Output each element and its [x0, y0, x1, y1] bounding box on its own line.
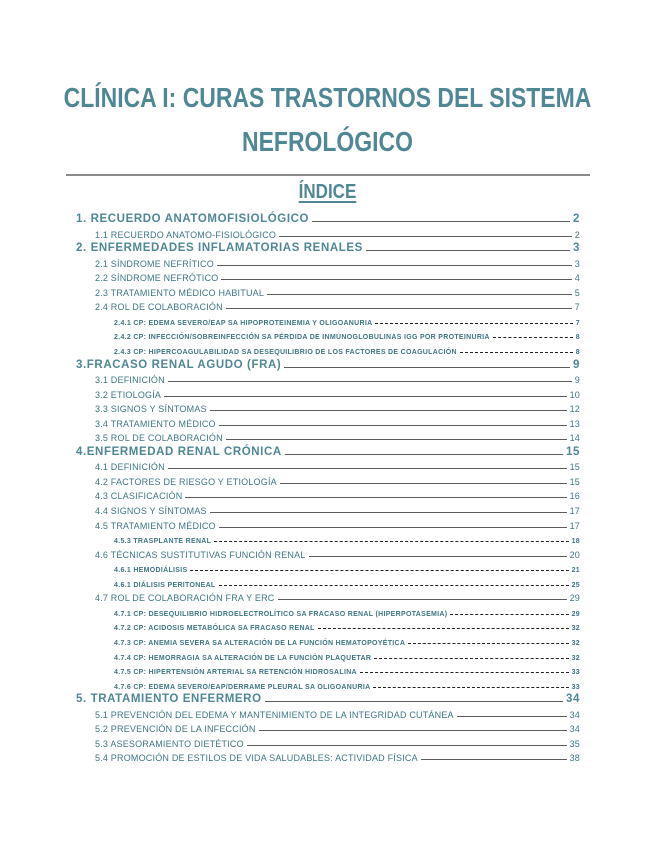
toc-entry[interactable]	[114, 663, 580, 676]
toc-entry[interactable]	[76, 692, 580, 705]
toc-leader-line	[259, 730, 567, 731]
toc-entry-label: 4.7.2 CP: ACIDOSIS METABÓLICA SA FRACASO RENAL	[114, 625, 315, 633]
toc-entry[interactable]	[114, 576, 580, 589]
toc-entry-page-number: 8	[575, 334, 580, 342]
toc-leader-line	[279, 236, 572, 237]
toc-entry[interactable]	[114, 605, 580, 618]
toc-entry[interactable]	[95, 387, 580, 400]
toc-entry[interactable]	[95, 401, 580, 414]
toc-entry-page-number: 17	[569, 506, 580, 516]
toc-entry[interactable]	[95, 430, 580, 443]
toc-entry-page-number: 7	[575, 319, 580, 327]
toc-leader-line	[267, 294, 572, 295]
toc-leader-line	[164, 396, 566, 397]
toc-leader-line	[210, 410, 567, 411]
toc-entry-label: 2.4 ROL DE COLABORACIÓN	[95, 302, 223, 313]
toc-entry-page-number: 3	[574, 258, 580, 269]
toc-entry-label: 5. TRATAMIENTO ENFERMERO	[76, 693, 262, 706]
toc-leader-line	[219, 527, 567, 528]
toc-entry-label: 2.4.1 CP: EDEMA SEVERO/EAP SA HIPOPROTEINEMIA Y OLIGOANURIA	[114, 319, 373, 327]
toc-entry[interactable]	[95, 707, 580, 720]
toc-leader-line	[450, 614, 568, 615]
toc-entry-page-number: 15	[566, 445, 580, 458]
toc-entry-page-number: 20	[569, 549, 580, 560]
toc-entry-page-number: 15	[569, 476, 580, 487]
toc-leader-line	[190, 570, 568, 571]
toc-entry-page-number: 4	[574, 273, 580, 284]
toc-entry-label: 4.4 SIGNOS Y SÍNTOMAS	[95, 506, 207, 516]
toc-leader-line	[217, 265, 572, 266]
toc-entry[interactable]	[114, 678, 580, 691]
toc-entry-page-number: 32	[571, 639, 580, 647]
toc-leader-line	[168, 468, 567, 469]
toc-entry-label: 4.7.4 CP: HEMORRAGIA SA ALTERACIÓN DE LA FUNCIÓN PLAQUETAR	[114, 654, 372, 662]
toc-leader-line	[285, 454, 563, 455]
toc-entry-page-number: 33	[571, 669, 580, 677]
toc-entry-label: 5.4 PROMOCIÓN DE ESTILOS DE VIDA SALUDABLES: ACTIVIDAD FÍSICA	[95, 753, 418, 764]
toc-entry[interactable]	[76, 445, 580, 458]
toc-leader-line	[421, 759, 567, 760]
toc-entry[interactable]	[114, 634, 580, 647]
toc-entry-label: 4.7.5 CP: HIPERTENSIÓN ARTERIAL SA RETENCIÓN HIDROSALINA	[114, 669, 357, 677]
toc-leader-line	[219, 585, 569, 586]
toc-entry-page-number: 13	[569, 418, 580, 429]
toc-entry-label: 4.2 FACTORES DE RIESGO Y ETIOLOGÍA	[95, 476, 277, 487]
toc-entry-label: 4.ENFERMEDAD RENAL CRÓNICA	[76, 445, 282, 458]
toc-entry[interactable]	[95, 474, 580, 487]
toc-entry-label: 4.7.1 CP: DESEQUILIBRIO HIDROELECTROLÍTICO SA FRACASO RENAL (HIPERPOTASEMIA)	[114, 610, 448, 618]
toc-leader-line	[374, 658, 568, 659]
toc-entry-label: 2.4.3 CP: HIPERCOAGULABILIDAD SA DESEQUILIBRIO DE LOS FACTORES DE COAGULACIÓN	[114, 348, 457, 356]
toc-entry[interactable]	[95, 590, 580, 603]
toc-entry-page-number: 18	[571, 538, 580, 546]
toc-leader-line	[247, 745, 567, 746]
toc-entry-label: 1. RECUERDO ANATOMOFISIOLÓGICO	[76, 213, 310, 225]
toc-leader-line	[309, 556, 567, 557]
toc-entry-page-number: 29	[569, 593, 580, 604]
toc-entry-label: 4.3 CLASIFICACIÓN	[95, 491, 183, 502]
title-line-1: CLÍNICA I: CURAS TRASTORNOS DEL SISTEMA	[63, 82, 592, 113]
toc-entry[interactable]	[114, 343, 580, 356]
toc-leader-line	[226, 439, 567, 440]
toc-leader-line	[280, 483, 567, 484]
toc-leader-line	[265, 701, 563, 702]
toc-entry-page-number: 3	[573, 242, 580, 255]
toc-leader-line	[408, 643, 568, 644]
index-heading	[49, 178, 606, 206]
toc-entry-label: 4.6 TÉCNICAS SUSTITUTIVAS FUNCIÓN RENAL	[95, 549, 306, 560]
toc-entry-page-number: 34	[569, 709, 580, 720]
toc-entry[interactable]	[76, 358, 580, 371]
toc-entry[interactable]	[95, 736, 580, 749]
toc-entry-label: 4.1 DEFINICIÓN	[95, 462, 165, 473]
toc-leader-line	[318, 628, 569, 629]
toc-entry-page-number: 33	[571, 683, 580, 691]
toc-entry-label: 4.5.3 TRASPLANTE RENAL	[114, 538, 212, 546]
toc-entry-page-number: 34	[566, 693, 580, 706]
toc-entry-page-number: 7	[574, 302, 580, 313]
toc-entry[interactable]	[114, 619, 580, 632]
toc-entry-label: 4.6.1 DIÁLISIS PERITONEAL	[114, 581, 216, 589]
toc-leader-line	[185, 497, 566, 498]
toc-entry[interactable]	[114, 561, 580, 574]
toc-entry[interactable]	[95, 256, 580, 269]
toc-entry-page-number: 2	[574, 229, 580, 240]
toc-entry-page-number: 15	[569, 462, 580, 473]
toc-entry[interactable]	[95, 270, 580, 283]
toc-entry[interactable]	[95, 488, 580, 501]
toc-entry-page-number: 17	[569, 520, 580, 531]
toc-entry-label: 3.1 DEFINICIÓN	[95, 375, 165, 386]
toc-entry-label: 3.4 TRATAMIENTO MÉDICO	[95, 418, 216, 429]
toc-entry-page-number: 21	[571, 567, 580, 575]
toc-leader-line	[460, 352, 573, 353]
toc-entry-page-number: 29	[571, 610, 580, 618]
toc-entry-label: 2.4.2 CP: INFECCIÓN/SOBREINFECCIÓN SA PÉRDIDA DE INMUNOGLOBULINAS IGG POR PROTEINURIA	[114, 334, 490, 342]
toc-leader-line	[284, 367, 570, 368]
toc-leader-line	[278, 599, 567, 600]
toc-entry[interactable]	[114, 532, 580, 545]
toc-entry-label: 3.5 ROL DE COLABORACIÓN	[95, 433, 223, 444]
toc-entry-page-number: 32	[571, 625, 580, 633]
toc-entry[interactable]	[95, 721, 580, 734]
index-heading-text: ÍNDICE	[298, 181, 357, 203]
toc-entry-label: 4.6.1 HEMODIÁLISIS	[114, 567, 188, 575]
toc-entry[interactable]	[76, 241, 580, 254]
toc-entry[interactable]	[95, 750, 580, 763]
toc-leader-line	[214, 541, 568, 542]
toc-entry[interactable]	[76, 212, 580, 225]
toc-entry-label: 4.7.6 CP: EDEMA SEVERO/EAP/DERRAME PLEURAL SA OLIGOANURIA	[114, 683, 371, 691]
toc-entry[interactable]	[114, 328, 580, 341]
toc-entry-page-number: 35	[569, 738, 580, 749]
toc-entry[interactable]	[95, 459, 580, 472]
title-divider	[66, 174, 590, 176]
toc-entry-label: 2.1 SÍNDROME NEFRÍTICO	[95, 258, 214, 269]
toc-leader-line	[226, 308, 572, 309]
toc-entry-label: 2.2 SÍNDROME NEFRÓTICO	[95, 273, 219, 284]
toc-entry-label: 3.3 SIGNOS Y SÍNTOMAS	[95, 404, 207, 415]
toc-entry-page-number: 25	[571, 581, 580, 589]
toc-leader-line	[457, 716, 567, 717]
toc-entry-page-number: 2	[573, 213, 580, 225]
toc-leader-line	[312, 221, 570, 222]
toc-leader-line	[375, 323, 572, 324]
toc-entry-page-number: 9	[573, 358, 580, 371]
toc-entry-page-number: 14	[569, 433, 580, 444]
toc-entry-page-number: 10	[569, 389, 580, 400]
toc-entry[interactable]	[95, 227, 580, 240]
toc-entry-page-number: 5	[574, 287, 580, 298]
toc-entry-label: 5.2 PREVENCIÓN DE LA INFECCIÓN	[95, 724, 256, 735]
toc-entry-label: 4.5 TRATAMIENTO MÉDICO	[95, 520, 216, 531]
toc-leader-line	[210, 512, 567, 513]
title-line-2: NEFROLÓGICO	[242, 126, 413, 157]
toc-leader-line	[373, 687, 568, 688]
toc-entry-page-number: 32	[571, 654, 580, 662]
toc-entry[interactable]	[95, 285, 580, 298]
toc-entry[interactable]	[95, 372, 580, 385]
toc-leader-line	[493, 337, 573, 338]
toc-entry-label: 5.3 ASESORAMIENTO DIETÉTICO	[95, 738, 244, 749]
toc-entry-label: 3.FRACASO RENAL AGUDO (FRA)	[76, 358, 282, 371]
toc-entry-page-number: 16	[569, 491, 580, 502]
toc-entry-page-number: 8	[575, 348, 580, 356]
toc-entry-label: 2. ENFERMEDADES INFLAMATORIAS RENALES	[76, 242, 363, 255]
toc-entry-label: 5.1 PREVENCIÓN DEL EDEMA Y MANTENIMIENTO DE LA INTEGRIDAD CUTÁNEA	[95, 709, 454, 720]
toc-entry-label: 3.2 ETIOLOGÍA	[95, 389, 162, 400]
toc-leader-line	[366, 250, 570, 251]
toc-entry-label: 1.1 RECUERDO ANATOMO-FISIOLÓGICO	[95, 229, 277, 240]
toc-entry[interactable]	[95, 299, 580, 312]
toc-entry-label: 2.3 TRATAMIENTO MÉDICO HABITUAL	[95, 287, 265, 298]
toc-entry[interactable]	[95, 503, 580, 516]
toc-entry[interactable]	[95, 416, 580, 429]
toc-entry-page-number: 34	[569, 724, 580, 735]
toc-entry-page-number: 12	[569, 404, 580, 415]
document-title	[59, 76, 596, 164]
toc-leader-line	[168, 381, 572, 382]
toc-entry[interactable]	[95, 547, 580, 560]
toc-entry-page-number: 9	[574, 375, 580, 386]
toc-entry[interactable]	[114, 314, 580, 327]
toc-leader-line	[219, 425, 567, 426]
toc-entry[interactable]	[114, 649, 580, 662]
toc-entry-label: 4.7 ROL DE COLABORACIÓN FRA Y ERC	[95, 593, 275, 604]
toc-entry-label: 4.7.3 CP: ANEMIA SEVERA SA ALTERACIÓN DE LA FUNCIÓN HEMATOPOYÉTICA	[114, 639, 406, 647]
toc-entry-page-number: 38	[569, 753, 580, 764]
toc-entry[interactable]	[95, 518, 580, 531]
toc-leader-line	[360, 672, 569, 673]
toc-leader-line	[221, 279, 571, 280]
